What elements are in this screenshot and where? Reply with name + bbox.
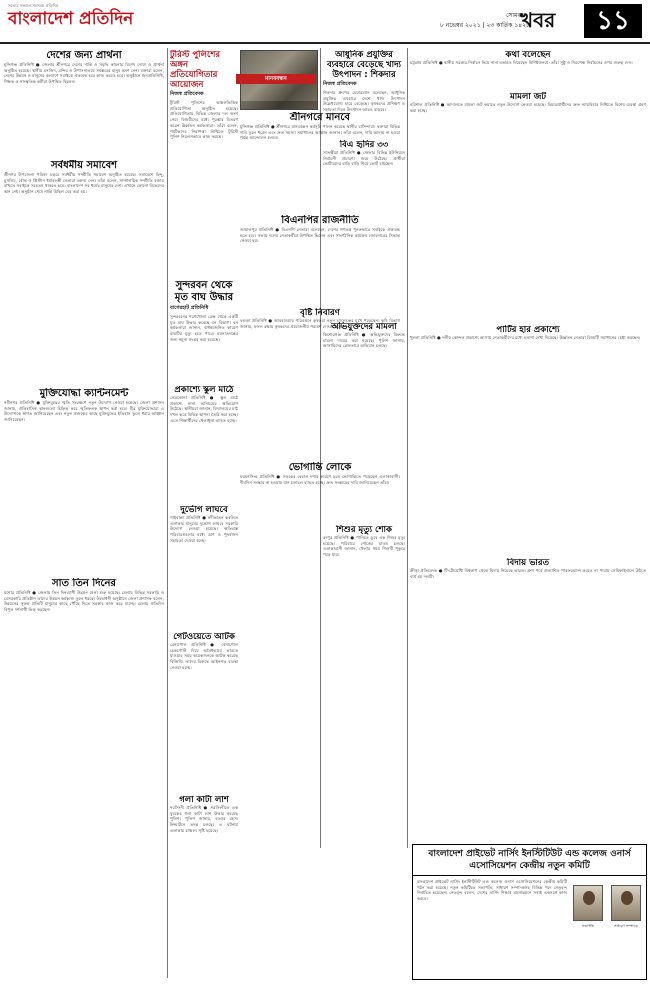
article-body: সুন্দরবনের শরণখোলা রেঞ্জ থেকে একটি মৃত বাঘ উদ্ধার করেছে বন বিভাগ। বন কর্মকর্তারা জানান, বার্ধক্যজনিত কারণে বাঘটির মৃত্যু হতে পারে। ময়নাতদন্তের জন্য নমুনা সংগ্রহ করা হয়েছে। <box>170 314 238 342</box>
article-body: শ্রীনগর উপজেলা পরিষদ চত্বরে সর্বধর্মীয় সম্প্রীতি সমাবেশ অনুষ্ঠিত হয়েছে। সমাবেশে হিন্দু, মুসলিম, বৌদ্ধ ও খ্রিস্টান ধর্মাবলম্বী নেতারা বক্তব্য দেন। তাঁরা বলেন, সাম্প্রদায়িক সম্প্রীতি বজায় রাখতে সবাইকে সচেতন থাকতে হবে। বাংলাদেশ সব ধর্মের মানুষের দেশ। এখানে কোনো বিভেদের স্থান নেই। অনুষ্ঠান শেষে শান্তি মিছিল বের করা হয়। <box>4 172 164 195</box>
headline: গেটওয়েতে আটক <box>173 632 235 642</box>
tagline: সত্যের সন্ধানে সবসময় প্রতিদিন <box>8 3 59 8</box>
announcement-box[interactable] <box>412 844 647 980</box>
article[interactable] <box>410 558 646 840</box>
portrait-caption: সভাপতি <box>581 924 595 928</box>
article-body: মুন্সিগঞ্জ প্রতিনিধি ● শ্রীনগরে মানববন্ধন কর্মসূচি পালন করেছে স্থানীয় বাসিন্দারা। বক্তারা বিভিন্ন দাবি তুলে ধরেন এবং দ্রুত সমস্যা সমাধানের আহ্বান জানান। তাঁরা বলেন, দাবি আদায় না হওয়া পর্যন্ত আন্দোলন চলবে। <box>240 124 400 141</box>
article-body: নরসিংদী প্রতিনিধি ● নরসিংদীতে এক যুবকের গলা কাটা লাশ উদ্ধার করেছে পুলিশ। পুলিশ জানায়, হত্যার রহস্য উদ্ঘাটনে তদন্ত চলছে। এ ঘটনায় এলাকায় চাঞ্চল্য সৃষ্টি হয়েছে। <box>170 805 238 833</box>
headline: বিদায় ভারত <box>507 558 549 568</box>
headline: সুন্দরবন থেকে মৃত বাঘ উদ্ধার <box>174 280 234 303</box>
article[interactable] <box>170 50 238 280</box>
headline: সাত তিন দিনের <box>52 578 116 589</box>
article-body: যশোর প্রতিনিধি ● জেলায় তিন দিনব্যাপী উন্নয়ন মেলা শুরু হয়েছে। মেলায় বিভিন্ন সরকারি ও বেসরকারি প্রতিষ্ঠান তাদের উন্নয়ন কর্মকাণ্ড তুলে ধরছে। উদ্বোধনী অনুষ্ঠানে জেলা প্রশাসক বলেন, উন্নয়নের সুফল প্রতিটি মানুষের কাছে পৌঁছে দিতে সরকার কাজ করে যাচ্ছে। মেলায় প্রতিদিন বিপুল দর্শনার্থী ভিড় করছেন। <box>4 590 164 613</box>
headline: দেশের জন্য প্রার্থনা <box>46 50 122 61</box>
article[interactable] <box>323 50 405 140</box>
headline: শিশুর মৃত্যু শোক <box>336 525 392 535</box>
headline: বিএনপির রাজনীতি <box>281 215 359 226</box>
byline: বাগেরহাট প্রতিনিধি <box>170 305 209 311</box>
headline: টুরিস্ট পুলিশের অঙ্গন প্রতিযোগিতার আয়োজন <box>170 50 221 90</box>
headline: দুর্ভোগ লাঘবে <box>180 505 228 515</box>
article[interactable] <box>410 325 646 555</box>
headline: পার্টির হার প্রকাশ্যে <box>496 325 560 335</box>
byline: নিজস্ব প্রতিবেদক <box>170 91 204 97</box>
announcement-title: বাংলাদেশ প্রাইভেট নার্সিং ইনস্টিটিউট এন্ড কলেজ ওনার্স এসোসিয়েশন কেন্দ্রীয় নতুন কমিটি <box>413 845 646 876</box>
portrait-photo <box>611 885 641 921</box>
headline: মুক্তিযোদ্ধা ক্যান্টনমেন্ট <box>39 388 129 399</box>
article[interactable] <box>4 388 164 496</box>
header-date: ৮ নভেম্বর ২০২১ | ২৩ কার্তিক ১৪২৮ <box>440 22 530 29</box>
portrait-photo <box>573 885 603 921</box>
article[interactable] <box>410 50 646 90</box>
article-body: বরিশাল প্রতিনিধি ● আদালতে মামলা জট কমাতে নতুন উদ্যোগ নেওয়া হয়েছে। বিচারপ্রার্থীদের দ্রুত ন্যায়বিচার নিশ্চিতে বিশেষ ব্যবস্থা গ্রহণ করা হচ্ছে। <box>410 102 646 113</box>
article[interactable] <box>4 578 164 978</box>
page-header <box>0 0 650 44</box>
section-title: খবর <box>520 8 556 32</box>
byline: নিজস্ব প্রতিবেদক <box>323 81 357 87</box>
article-body: কিশোরগঞ্জ প্রতিনিধি ● অভিযুক্তদের বিরুদ্ধে মামলা দায়ের করা হয়েছে। পুলিশ জানায়, আসামিদের গ্রেফতারে অভিযান চলছে। <box>323 332 405 349</box>
headline: সর্বধর্মীয় সমাবেশ <box>50 160 118 171</box>
article[interactable] <box>170 795 238 980</box>
article[interactable] <box>410 92 646 322</box>
article[interactable] <box>170 280 238 380</box>
headline: বৃষ্টি নিবারণ <box>300 308 340 318</box>
article-body: সাতক্ষীরা প্রতিনিধি ● জেলার বিভিন্ন ইউনিয়নে নির্বাচনী প্রচারণা জমে উঠেছে। প্রার্থীরা ভোটারদের বাড়ি বাড়ি গিয়ে ভোট চাইছেন। <box>323 150 405 167</box>
photo-banner: মানববন্ধন <box>236 74 316 84</box>
newspaper-logo[interactable]: বাংলাদেশ প্রতিদিন <box>8 9 134 29</box>
headline: ভোগান্তি লোকে <box>288 462 352 473</box>
article-body: ময়মনসিংহ প্রতিনিধি ● সড়কের বেহাল দশার কারণে চরম ভোগান্তিতে পড়েছেন এলাকাবাসী। দীর্ঘদিন সংস্কার না হওয়ায় যান চলাচল ব্যাহত হচ্ছে। দ্রুত সংস্কারের দাবি জানিয়েছেন তাঁরা। <box>240 474 400 485</box>
header-day: সোমবার <box>506 12 526 19</box>
article[interactable] <box>4 50 164 158</box>
article-body: রংপুর প্রতিনিধি ● পানিতে ডুবে এক শিশুর মৃত্যু হয়েছে। পরিবারে শোকের মাতম চলছে। এলাকাবাসী জানান, খেলার সময় শিশুটি পুকুরে পড়ে যায়। <box>323 535 405 558</box>
article[interactable] <box>4 160 164 310</box>
article-body: বগুড়া প্রতিনিধি ● আবহাওয়ার পরিবর্তনে কৃষকরা নতুন চ্যালেঞ্জের মুখে পড়েছেন। কৃষি বিভাগ জানায়, ফসল রক্ষায় কৃষকদের প্রয়োজনীয় পরামর্শ দেওয়া হচ্ছে। <box>240 318 400 329</box>
headline: অভিযুক্তদের মামলা <box>331 322 397 332</box>
article[interactable] <box>323 525 405 840</box>
article[interactable] <box>323 322 405 522</box>
column-rule <box>407 48 408 848</box>
article[interactable] <box>170 505 238 630</box>
article-body: মুন্সিগঞ্জ প্রতিনিধি ● জেলার শ্রীনগরে দেশের শান্তি ও সমৃদ্ধি কামনায় বিশেষ দোয়া ও প্রার্থনা অনুষ্ঠিত হয়েছে। স্থানীয় মসজিদ, মন্দির ও উপাসনালয়ে সর্বস্তরের মানুষ অংশ নেন। বক্তারা বলেন, দেশের উন্নয়ন ও মানুষের কল্যাণে সবাইকে ঐক্যবদ্ধ হয়ে কাজ করতে হবে। অনুষ্ঠানে জনপ্রতিনিধি, শিক্ষক ও সাংস্কৃতিক কর্মীরা উপস্থিত ছিলেন। <box>4 62 164 85</box>
page-number: ১১ <box>584 4 642 38</box>
headline: প্রকাশ্যে স্কুল মাঠে <box>174 385 234 395</box>
column-rule <box>167 48 168 978</box>
headline: আধুনিক প্রযুক্তির ব্যবহারে বেড়েছে খাদ্য উৎপাদন : শিকদার <box>326 50 402 80</box>
article-body: টুরিস্ট পুলিশের অঞ্চলভিত্তিক প্রতিযোগিতা অনুষ্ঠিত হয়েছে। প্রতিযোগিতায় বিভিন্ন জেলার দল অংশ নেয়। বিজয়ীদের মধ্যে পুরস্কার বিতরণ করেন ঊর্ধ্বতন কর্মকর্তারা। তাঁরা বলেন, পর্যটকদের নিরাপত্তা নিশ্চিতে টুরিস্ট পুলিশ নিরলসভাবে কাজ করছে। <box>170 100 238 140</box>
article[interactable] <box>170 385 238 505</box>
article-body: খুলনা প্রতিনিধি ● দলীয় কোন্দল প্রকাশ্যে আসায় নেতাকর্মীদের মধ্যে হতাশা দেখা দিয়েছে। ঊর্ধ্বতন নেতারা বিষয়টি সমাধানের চেষ্টা করছেন। <box>410 335 641 340</box>
article-body: চট্টগ্রাম প্রতিনিধি ● স্থানীয় সরকার নির্বাচন নিয়ে নানা মতামত দিয়েছেন বিশিষ্টজনরা। তাঁরা সুষ্ঠু ও নিরপেক্ষ নির্বাচনের ওপর গুরুত্ব দেন। <box>410 60 633 65</box>
headline: কথা বলেছেন <box>505 50 551 60</box>
article-body: বেনাপোল প্রতিনিধি ● বেনাপোল চেকপোস্ট দিয়ে অবৈধভাবে ভারতে যাওয়ার সময় কয়েকজনকে আটক করেছে বিজিবি। তাদের বিরুদ্ধে আইনগত ব্যবস্থা নেওয়া হচ্ছে। <box>170 642 238 670</box>
article-body: জামালপুর প্রতিনিধি ● বিএনপি নেতারা বলেছেন, দেশের গণতন্ত্র পুনরুদ্ধারে সবাইকে ঐক্যবদ্ধ হতে হবে। সভায় দলের নেতাকর্মীরা উপস্থিত ছিলেন এবং সাংগঠনিক কার্যক্রম জোরদারের সিদ্ধান্ত নেওয়া হয়। <box>240 227 400 244</box>
headline: মামলা জট <box>510 92 546 102</box>
article-body: নবীনগর প্রতিনিধি ● মুক্তিযুদ্ধের স্মৃতি সংরক্ষণে নতুন উদ্যোগ নেওয়া হয়েছে। জেলা প্রশাসন জানায়, ঐতিহাসিক স্থানগুলো চিহ্নিত করে স্মৃতিফলক স্থাপন করা হবে। বীর মুক্তিযোদ্ধারা এ উদ্যোগকে স্বাগত জানিয়েছেন এবং নতুন প্রজন্মের কাছে মুক্তিযুদ্ধের ইতিহাস তুলে ধরার আহ্বান জানিয়েছেন। <box>4 400 164 423</box>
article-body: গাইবান্ধা প্রতিনিধি ● নদীভাঙন কবলিত এলাকার মানুষের দুর্ভোগ লাঘবে সরকারি উদ্যোগ নেওয়া হয়েছে। ক্ষতিগ্রস্ত পরিবারগুলোর মধ্যে ত্রাণ ও পুনর্বাসন সহায়তা দেওয়া হচ্ছে। <box>170 515 238 543</box>
article-body: ক্রীড়া প্রতিবেদক ● টি-টোয়েন্টি বিশ্বকাপ থেকে বিদায় নিয়েছে ভারত। গ্রুপ পর্বে প্রত্যাশিত পারফরম্যান্স করতে না পারায় সেমিফাইনালে উঠতে ব্যর্থ হয় দলটি। <box>410 568 646 579</box>
article-body: নেত্রকোনা প্রতিনিধি ● স্কুল মাঠে প্রকাশ্যে নানা অনিয়মের অভিযোগ উঠেছে। স্থানীয়রা জানান, বিদ্যালয়ের মাঠ দখল করে বিভিন্ন স্থাপনা তৈরি করা হচ্ছে। এতে শিক্ষার্থীদের খেলাধুলা ব্যাহত হচ্ছে। <box>170 395 238 423</box>
headline: শ্রীনগরে মানবে <box>290 112 350 123</box>
announcement-body: বাংলাদেশ প্রাইভেট নার্সিং ইনস্টিটিউট এন্ড কলেজ ওনার্স এসোসিয়েশনের কেন্দ্রীয় কমিটি গঠন করা হয়েছে। নতুন কমিটিতে সভাপতি, সাধারণ সম্পাদকসহ বিভিন্ন পদে নেতৃবৃন্দ নির্বাচিত হয়েছেন। নেতৃবৃন্দ বলেন, দেশের নার্সিং শিক্ষার মানোন্নয়নে সবাই একসঙ্গে কাজ করবে। <box>417 879 567 902</box>
portrait-caption: সাধারণ সম্পাদক <box>614 924 638 928</box>
article-body: শিকদার গ্রুপের চেয়ারম্যান বলেছেন, আধুনিক প্রযুক্তির ব্যবহারে দেশে খাদ্য উৎপাদন উল্লেখযোগ্য হারে বেড়েছে। কৃষকদের প্রশিক্ষণ ও সহায়তা দিলে উৎপাদন আরও বাড়বে। <box>323 90 405 113</box>
article[interactable] <box>323 140 405 318</box>
headline: বিএ হৃদির ৩৩ <box>339 140 389 150</box>
article[interactable] <box>170 632 238 792</box>
headline: গলা কাটা লাশ <box>179 795 229 805</box>
